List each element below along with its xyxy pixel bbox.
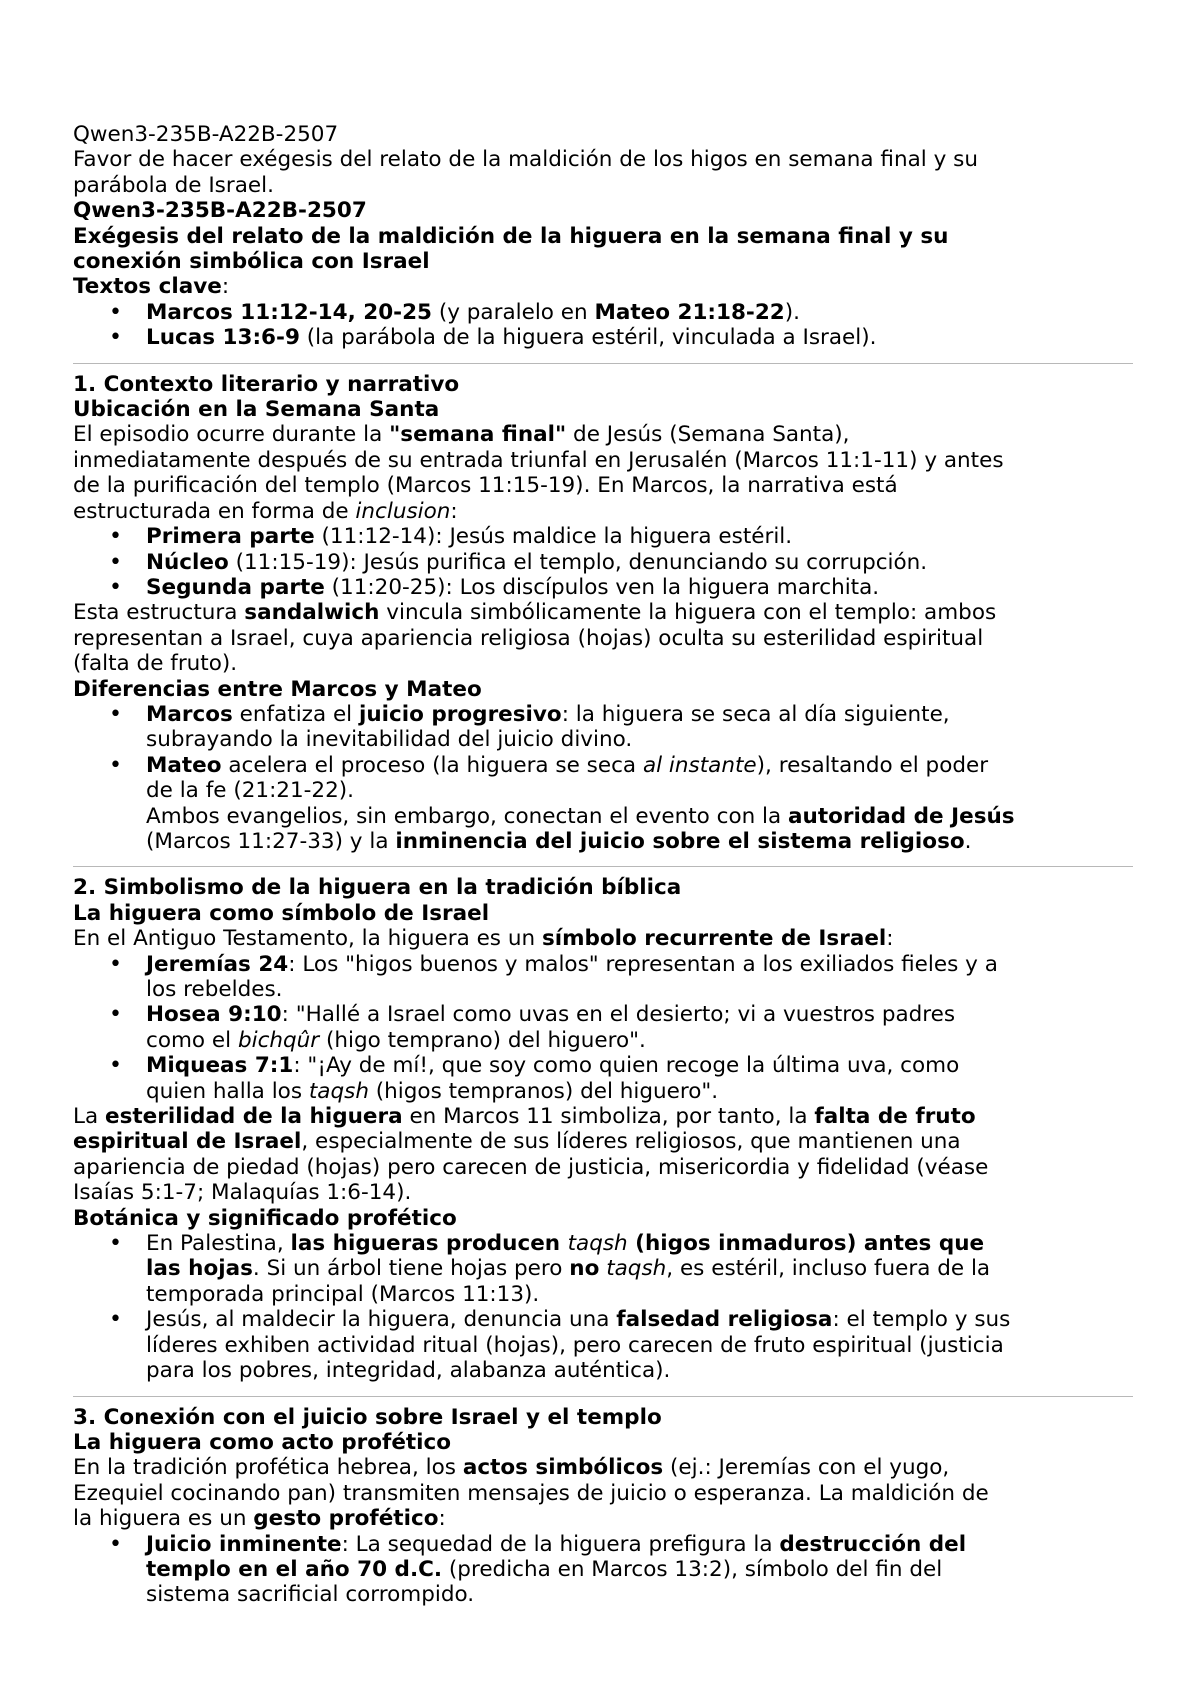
paragraph: En el Antiguo Testamento, la higuera es un símbolo recurrente de Israel: bbox=[73, 926, 894, 952]
botany-list bbox=[73, 1231, 1133, 1383]
subheading: La higuera como símbolo de Israel bbox=[73, 900, 490, 926]
list-item: • Hosea 9:10: "Hallé a Israel como uvas en el desierto; vi a vuestros padres como el bichqûr (higo temprano) del higuero". bbox=[146, 1002, 1133, 1053]
list-item: • Marcos 11:12-14, 20-25 (y paralelo en Mateo 21:18-22). bbox=[146, 300, 1133, 325]
subheading: La higuera como acto profético bbox=[73, 1429, 452, 1455]
subheading: Diferencias entre Marcos y Mateo bbox=[73, 676, 482, 702]
document-title: Exégesis del relato de la maldición de la higuera en la semana final y su conexión simbólica con Israel bbox=[73, 223, 949, 275]
model-line: Qwen3-235B-A22B-2507 bbox=[73, 122, 339, 147]
section-heading-1: 1. Contexto literario y narrativo bbox=[73, 371, 460, 397]
document bbox=[73, 122, 1133, 1608]
list-item: • Juicio inminente: La sequedad de la higuera prefigura la destrucción del templo en el año 70 d.C. (predicha en Marcos 13:2), símbolo del fin del sistema sacrificial corrompido. bbox=[146, 1532, 1133, 1608]
paragraph: En la tradición profética hebrea, los actos simbólicos (ej.: Jeremías con el yugo, Ezequiel cocinando pan) transmiten mensajes de juicio o esperanza. La maldición de la higuera es un gesto profético: bbox=[73, 1455, 989, 1532]
key-texts-label: Textos clave: bbox=[73, 274, 230, 300]
paragraph: El episodio ocurre durante la "semana final" de Jesús (Semana Santa), inmediatamente después de su entrada triunfal en Jerusalén (Marcos 11:1-11) y antes de la purificación del templo (Marcos 11:15-19). En Marcos, la narrativa está estructurada en forma de inclusion: bbox=[73, 422, 1004, 524]
references-list bbox=[73, 952, 1133, 1104]
list-item: • Lucas 13:6-9 (la parábola de la higuera estéril, vinculada a Israel). bbox=[146, 325, 1133, 350]
user-prompt: Favor de hacer exégesis del relato de la maldición de los higos en semana final y su parábola de Israel. bbox=[73, 147, 978, 198]
list-item: • Núcleo (11:15-19): Jesús purifica el templo, denunciando su corrupción. bbox=[146, 550, 1133, 575]
paragraph: Esta estructura sandalwich vincula simbólicamente la higuera con el templo: ambos representan a Israel, cuya apariencia religiosa (hojas) oculta su esterilidad espiritual (falta de fruto). bbox=[73, 600, 997, 677]
structure-list bbox=[73, 524, 1133, 600]
divider bbox=[73, 866, 1133, 867]
list-item: • Primera parte (11:12-14): Jesús maldice la higuera estéril. bbox=[146, 524, 1133, 549]
divider bbox=[73, 363, 1133, 364]
list-item: • Marcos enfatiza el juicio progresivo: la higuera se seca al día siguiente, subrayando la inevitabilidad del juicio divino. bbox=[146, 702, 1133, 753]
paragraph: La esterilidad de la higuera en Marcos 11 simboliza, por tanto, la falta de fruto espiritual de Israel, especialmente de sus líderes religiosos, que mantienen una apariencia de piedad (hojas) pero carecen de justicia, misericordia y fidelidad (véase Isaías 5:1-7; Malaquías 1:6-14). bbox=[73, 1104, 989, 1206]
section-heading-2: 2. Simbolismo de la higuera en la tradición bíblica bbox=[73, 875, 682, 901]
differences-list bbox=[73, 702, 1133, 854]
key-texts-list bbox=[73, 300, 1133, 351]
list-item: • Segunda parte (11:20-25): Los discípulos ven la higuera marchita. bbox=[146, 575, 1133, 600]
list-item: • En Palestina, las higueras producen taqsh (higos inmaduros) antes que las hojas. Si un árbol tiene hojas pero no taqsh, es estéril, incluso fuera de la temporada principal (Marcos 11:13). bbox=[146, 1231, 1133, 1307]
divider bbox=[73, 1396, 1133, 1397]
judgment-list bbox=[73, 1532, 1133, 1608]
list-item: • Jeremías 24: Los "higos buenos y malos" representan a los exiliados fieles y a los rebeldes. bbox=[146, 952, 1133, 1003]
model-label: Qwen3-235B-A22B-2507 bbox=[73, 198, 367, 224]
subheading: Botánica y significado profético bbox=[73, 1205, 457, 1231]
list-item: • Miqueas 7:1: "¡Ay de mí!, que soy como quien recoge la última uva, como quien halla los taqsh (higos tempranos) del higuero". bbox=[146, 1053, 1133, 1104]
list-item: • Jesús, al maldecir la higuera, denuncia una falsedad religiosa: el templo y sus líderes exhiben actividad ritual (hojas), pero carecen de fruto espiritual (justicia para los pobres, integridad, alabanza auténtica). bbox=[146, 1307, 1133, 1383]
section-heading-3: 3. Conexión con el juicio sobre Israel y el templo bbox=[73, 1404, 662, 1430]
subheading: Ubicación en la Semana Santa bbox=[73, 397, 440, 423]
list-item: • Mateo acelera el proceso (la higuera se seca al instante), resaltando el poder de la fe (21:21-22). Ambos evangelios, sin embargo, conectan el evento con la autoridad de Jesús (Marcos 11:27-33) y la inminencia del juicio sobre el sistema religioso. bbox=[146, 753, 1133, 855]
